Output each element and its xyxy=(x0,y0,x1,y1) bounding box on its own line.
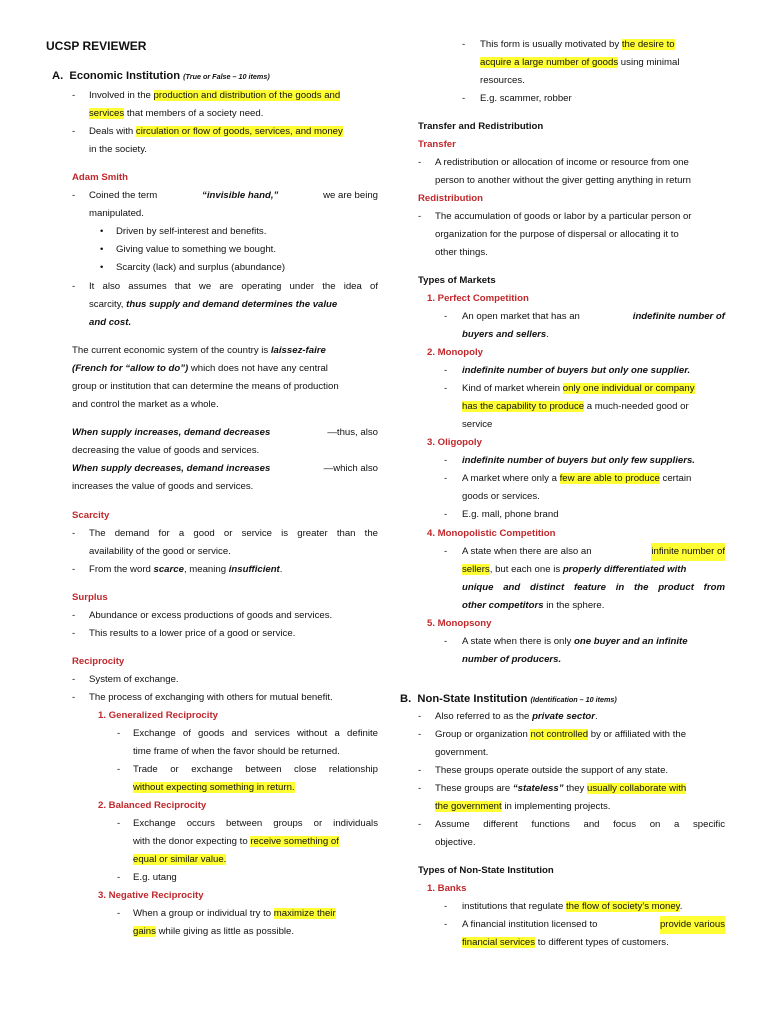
reciprocity-heading: Reciprocity xyxy=(72,656,125,667)
section-b-heading: B. Non-State Institution (Identification – 10 items) xyxy=(400,693,617,705)
banks-heading: 1. Banks xyxy=(427,883,467,894)
generalized-heading: 1. Generalized Reciprocity xyxy=(98,710,218,721)
balanced-heading: 2. Balanced Reciprocity xyxy=(98,800,207,811)
markets-heading: Types of Markets xyxy=(418,275,496,286)
surplus-heading: Surplus xyxy=(72,592,108,603)
negative-item-1-cont: gains while giving as little as possible. xyxy=(133,926,295,937)
generalized-item-2-cont: without expecting something in return. xyxy=(133,782,295,793)
intro-item-2-cont: in the society. xyxy=(89,144,147,155)
monopolistic-item-line3: unique and distinct feature in the product from xyxy=(462,582,725,593)
negative-heading: 3. Negative Reciprocity xyxy=(98,890,204,901)
adam-coined-cont: manipulated. xyxy=(89,208,144,219)
motive-line-3: resources. xyxy=(480,75,525,86)
motive-line-2: acquire a large number of goods using minimal xyxy=(480,57,680,68)
monopolistic-item-cont: sellers, but each one is properly differentiated with xyxy=(462,564,687,575)
transfer-label: Transfer xyxy=(418,139,456,150)
laissez-para-3: group or institution that can determine the means of production xyxy=(72,381,339,392)
generalized-item-1-cont: time frame of when the favor should be returned. xyxy=(133,746,340,757)
supply-2-cont: increases the value of goods and services. xyxy=(72,481,254,492)
adam-assumes-end: and cost. xyxy=(89,317,132,328)
transfer-heading: Transfer and Redistribution xyxy=(418,121,544,132)
oligopoly-item-2-cont: goods or services. xyxy=(462,491,540,502)
monopoly-item-2-end: service xyxy=(462,419,493,430)
monopoly-item-2-cont: has the capability to produce a much-needed good or xyxy=(462,401,689,412)
nonstate-item-4-cont: the government in implementing projects. xyxy=(435,801,611,812)
intro-item-1-cont: services that members of a society need. xyxy=(89,108,264,119)
section-a-heading: A. Economic Institution (True or False – 10 items) xyxy=(52,70,270,82)
perfect-item-cont: buyers and sellers. xyxy=(462,329,549,340)
monopolistic-heading: 4. Monopolistic Competition xyxy=(427,528,556,539)
scarcity-heading: Scarcity xyxy=(72,510,110,521)
supply-2: When supply decreases, demand increases —which also xyxy=(72,463,378,474)
transfer-item-cont: person to another without the giver getting anything in return xyxy=(435,175,691,186)
adam-assumes-cont: scarcity, thus supply and demand determines the value xyxy=(89,299,338,310)
nonstate-item-5-cont: objective. xyxy=(435,837,476,848)
monopoly-heading: 2. Monopoly xyxy=(427,347,483,358)
banks-item-2-cont: financial services to different types of customers. xyxy=(462,937,669,948)
balanced-item-1-end: equal or similar value. xyxy=(133,854,227,865)
balanced-item-1-cont: with the donor expecting to receive something of xyxy=(133,836,339,847)
supply-1-cont: decreasing the value of goods and services. xyxy=(72,445,260,456)
scarcity-item-1-cont: availability of the good or service. xyxy=(89,546,231,557)
page-title: UCSP REVIEWER xyxy=(46,39,147,53)
nonstate-types-heading: Types of Non-State Institution xyxy=(418,865,554,876)
adam-smith-heading: Adam Smith xyxy=(72,172,128,183)
nonstate-item-2-cont: government. xyxy=(435,747,489,758)
perfect-heading: 1. Perfect Competition xyxy=(427,293,529,304)
laissez-para-2: (French for “allow to do”) which does not have any central xyxy=(72,363,328,374)
document-page: UCSP REVIEWER A. Economic Institution (True or False – 10 items) - Involved in the production and distribution of the goods and services that members of a society need. - Deals with circulation or flow of goods, services, and money in the society. Adam Smith - Coined the term “invisible hand,” we are being manipulated. • Driven by self-interest and benefits. • Giving value to something we bought. • Scarcity (lack) and surplus (abundance) - It also assumes that we are operating under the idea of scarcity, thus supply and demand determines the value and cost. The current economic system of the country is laissez-faire (French for “allow to do”) which does not have any central group or institution that can determine the means of production and control the market as a whole. When supply increases, demand decreases —thus, also decreasing the value of goods and services. When supply decreases, demand increases —which also increases the value of goods and services. Scarcity - The demand for a good or service is greater than the availability of the good or service. - From the word scarce, meaning insufficient. Surplus - Abundance or excess productions of goods and services. - This results to a lower price of a good or service. Reciprocity - System of exchange. - The process of exchanging with others for mutual benefit. 1. Generalized Reciprocity - Exchange of goods and services without a definite time frame of when the favor should be returned. - Trade or exchange between close relationship without expecting something in return. 2. Balanced Reciprocity - Exchange occurs between groups or individuals with the donor expecting to receive something of equal or similar value. - E.g. utang 3. Negative Reciprocity - When a group or individual try to maximize their gains while giving as little as possible. - This form is usually motivated by the desire to acquire a large number of goods using minimal resources. - E.g. scammer, robber Transfer and Redistribution Transfer - A redistribution or allocation of income or resource from one person to another without the giver getting anything in return Redistribution - The accumulation of goods or labor by a particular person or organization for the purpose of dispersal or allocating it to other things. Types of Markets 1. Perfect Competition - An open market that has an indefinite number of buyers and sellers. 2. Monopoly - indefinite number of buyers but only one supplier. - Kind of market wherein only one individual or company has the capability to produce a much-needed good or service 3. Oligopoly - indefinite number of buyers but only few suppliers. - A market where only a few are able to produce certain goods or services. - E.g. mall, phone brand 4. Monopolistic Competition - A state when there are also an infinite number of sellers, but each one is properly differentiated with unique and distinct feature in the product from other competitors in the sphere. 5. Monopsony - A state when there is only one buyer and an infinite number of producers. B. Non-State Institution (Identification – 10 items) - Also referred to as the private sector. - Group or organization not controlled by or affiliated with the government. - These groups operate outside the support of any state. - These groups are “stateless” they usually collaborate with the government in implementing projects. - Assume different functions and focus on a specific objective. Types of Non-State Institution 1. Banks - institutions that regulate the flow of society’s money. - A financial institution licensed to provide various financial services to different types of customers. xyxy=(0,0,768,1024)
monopolistic-item-end: other competitors in the sphere. xyxy=(462,600,605,611)
redistribution-item-cont: organization for the purpose of dispersal or allocating it to xyxy=(435,229,679,240)
oligopoly-heading: 3. Oligopoly xyxy=(427,437,482,448)
laissez-para-4: and control the market as a whole. xyxy=(72,399,219,410)
redistribution-label: Redistribution xyxy=(418,193,484,204)
redistribution-item-end: other things. xyxy=(435,247,488,258)
monopsony-heading: 5. Monopsony xyxy=(427,618,492,629)
laissez-para-1: The current economic system of the country is laissez-faire xyxy=(72,345,326,356)
monopsony-item-cont: number of producers. xyxy=(462,654,562,665)
supply-1: When supply increases, demand decreases —thus, also xyxy=(72,427,378,438)
